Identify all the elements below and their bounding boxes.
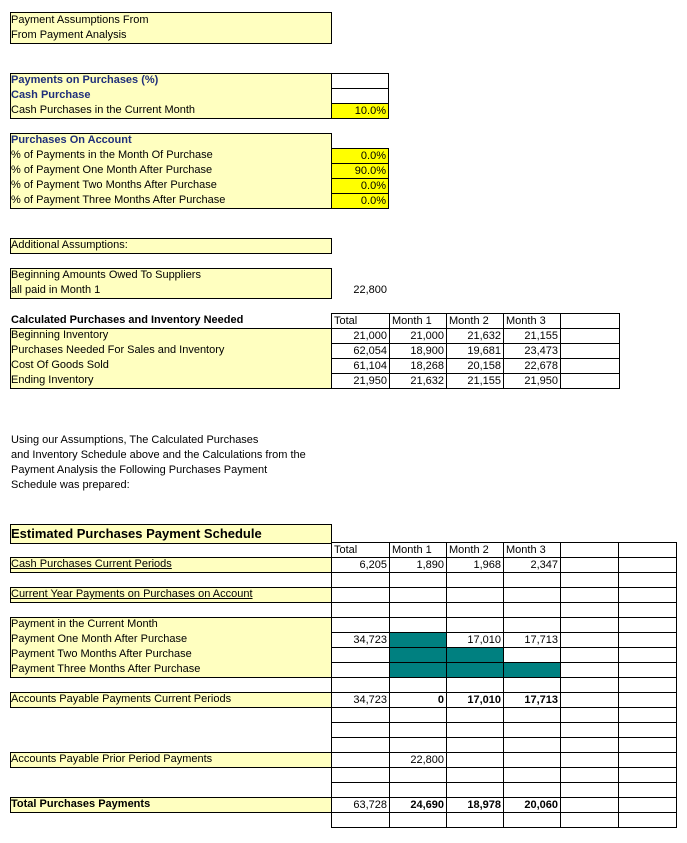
calc-cell: 21,000 <box>390 329 447 344</box>
empty-cell <box>561 708 619 723</box>
schedule-cell: 17,713 <box>504 633 561 648</box>
empty-cell <box>332 768 390 783</box>
empty-cell <box>561 648 619 663</box>
account-percent-table <box>331 148 389 209</box>
shaded-cell <box>447 663 504 678</box>
schedule-cell: 20,060 <box>504 798 561 813</box>
empty-cell <box>561 693 619 708</box>
schedule-cell: 0 <box>390 693 447 708</box>
schedule-pay-three-label: Payment Three Months After Purchase <box>11 663 201 675</box>
table-row <box>332 798 677 813</box>
note-line: Schedule was prepared: <box>11 479 130 491</box>
empty-cell <box>332 618 390 633</box>
empty-cell <box>390 723 447 738</box>
empty-cell <box>504 588 561 603</box>
cash-percent-table <box>331 73 389 119</box>
account-heading: Purchases On Account <box>11 134 132 146</box>
table-row <box>332 753 677 768</box>
schedule-cell: 24,690 <box>390 798 447 813</box>
schedule-cell: 63,728 <box>332 798 390 813</box>
empty-cell <box>561 588 619 603</box>
calc-header-cell: Month 1 <box>390 314 447 329</box>
empty-cell <box>390 768 447 783</box>
calc-cell: 18,900 <box>390 344 447 359</box>
shaded-cell <box>390 633 447 648</box>
note-line: Payment Analysis the Following Purchases Payment <box>11 464 268 476</box>
table-row <box>332 768 677 783</box>
schedule-header-cell: Month 1 <box>390 543 447 558</box>
empty-cell <box>619 753 677 768</box>
shaded-cell <box>504 663 561 678</box>
table-row <box>332 558 677 573</box>
empty-cell <box>561 753 619 768</box>
calc-cell: 21,155 <box>447 374 504 389</box>
account-row-label: % of Payment One Month After Purchase <box>11 164 213 176</box>
additional-label: Additional Assumptions: <box>11 239 128 251</box>
empty-cell <box>619 708 677 723</box>
calc-title: Calculated Purchases and Inventory Needed <box>11 314 244 326</box>
cash-purchase-label: Cash Purchases in the Current Month <box>11 104 196 116</box>
account-row-label: % of Payment Three Months After Purchase <box>11 194 226 206</box>
calc-header-cell: Month 2 <box>447 314 504 329</box>
account-percent-cell[interactable]: 0.0% <box>332 179 389 194</box>
empty-cell <box>504 723 561 738</box>
header-line-1: Payment Assumptions From <box>11 14 149 26</box>
empty-cell <box>619 648 677 663</box>
schedule-header-cell: Month 2 <box>447 543 504 558</box>
empty-cell <box>619 573 677 588</box>
empty-cell <box>332 723 390 738</box>
empty-cell <box>332 708 390 723</box>
empty-cell <box>447 618 504 633</box>
schedule-cell: 17,010 <box>447 693 504 708</box>
empty-cell <box>561 783 619 798</box>
table-row <box>332 603 677 618</box>
empty-cell <box>561 738 619 753</box>
calc-row-label: Ending Inventory <box>11 374 94 386</box>
empty-cell <box>332 753 390 768</box>
empty-cell <box>332 573 390 588</box>
empty-cell <box>447 723 504 738</box>
table-row <box>332 374 620 389</box>
schedule-cell: 22,800 <box>390 753 447 768</box>
schedule-cell: 6,205 <box>332 558 390 573</box>
empty-cell <box>332 588 390 603</box>
schedule-cell: 2,347 <box>504 558 561 573</box>
empty-cell <box>332 663 390 678</box>
beginning-value: 22,800 <box>353 284 387 296</box>
calc-cell: 21,632 <box>390 374 447 389</box>
schedule-header-cell: Total <box>332 543 390 558</box>
table-row <box>332 708 677 723</box>
empty-cell <box>332 738 390 753</box>
account-percent-cell[interactable]: 0.0% <box>332 149 389 164</box>
calc-cell: 21,155 <box>504 329 561 344</box>
empty-cell <box>332 678 390 693</box>
account-row-label: % of Payment Two Months After Purchase <box>11 179 217 191</box>
calc-cell: 21,950 <box>504 374 561 389</box>
calc-cell: 23,473 <box>504 344 561 359</box>
schedule-cell: 34,723 <box>332 693 390 708</box>
empty-cell <box>390 783 447 798</box>
table-row <box>332 738 677 753</box>
empty-cell <box>447 603 504 618</box>
table-row <box>332 359 620 374</box>
empty-cell <box>332 648 390 663</box>
empty-cell <box>390 678 447 693</box>
table-row <box>332 573 677 588</box>
schedule-cell: 17,713 <box>504 693 561 708</box>
empty-cell <box>619 798 677 813</box>
empty-cell <box>619 783 677 798</box>
calc-table <box>331 313 620 389</box>
empty-cell <box>390 738 447 753</box>
schedule-pay-two-label: Payment Two Months After Purchase <box>11 648 192 660</box>
empty-cell <box>332 603 390 618</box>
empty-cell <box>561 618 619 633</box>
table-row <box>332 543 677 558</box>
calc-empty-cell <box>561 374 620 389</box>
empty-cell <box>561 543 619 558</box>
schedule-ap-current-label: Accounts Payable Payments Current Periods <box>11 693 232 705</box>
cash-purchase-heading: Cash Purchase <box>11 89 91 101</box>
table-row <box>332 618 677 633</box>
empty-cell <box>619 588 677 603</box>
empty-cell <box>619 633 677 648</box>
beginning-line-2: all paid in Month 1 <box>11 284 101 296</box>
empty-cell <box>447 708 504 723</box>
empty-cell <box>504 678 561 693</box>
empty-cell <box>390 573 447 588</box>
empty-cell <box>390 708 447 723</box>
empty-cell <box>619 618 677 633</box>
header-line-2: From Payment Analysis <box>11 29 127 41</box>
table-row <box>332 329 620 344</box>
schedule-total-label: Total Purchases Payments <box>11 798 151 810</box>
schedule-cell: 34,723 <box>332 633 390 648</box>
schedule-cell: 1,968 <box>447 558 504 573</box>
empty-cell <box>561 768 619 783</box>
empty-cell <box>504 813 561 828</box>
table-row <box>332 633 677 648</box>
calc-cell: 21,950 <box>332 374 390 389</box>
table-row <box>332 693 677 708</box>
schedule-pay-one-label: Payment One Month After Purchase <box>11 633 188 645</box>
empty-cell <box>561 723 619 738</box>
empty-cell <box>447 678 504 693</box>
shaded-cell <box>390 663 447 678</box>
shaded-cell <box>390 648 447 663</box>
empty-cell <box>619 663 677 678</box>
empty-cell <box>561 573 619 588</box>
empty-cell <box>504 603 561 618</box>
empty-cell <box>390 588 447 603</box>
empty-cell <box>619 558 677 573</box>
schedule-cell: 17,010 <box>447 633 504 648</box>
calc-cell: 20,158 <box>447 359 504 374</box>
cash-percent-cell[interactable]: 10.0% <box>332 104 389 119</box>
calc-empty-cell <box>561 314 620 329</box>
calc-row-label: Beginning Inventory <box>11 329 109 341</box>
schedule-ap-prior-label: Accounts Payable Prior Period Payments <box>11 753 213 765</box>
cash-blank-1 <box>332 74 389 89</box>
empty-cell <box>447 588 504 603</box>
table-row <box>332 648 677 663</box>
table-row <box>332 813 677 828</box>
calc-cell: 61,104 <box>332 359 390 374</box>
empty-cell <box>619 768 677 783</box>
empty-cell <box>619 693 677 708</box>
empty-cell <box>561 813 619 828</box>
calc-cell: 18,268 <box>390 359 447 374</box>
empty-cell <box>332 783 390 798</box>
account-row-label: % of Payments in the Month Of Purchase <box>11 149 213 161</box>
schedule-pay-current-label: Payment in the Current Month <box>11 618 158 630</box>
account-percent-cell[interactable]: 90.0% <box>332 164 389 179</box>
cash-blank-2 <box>332 89 389 104</box>
table-row <box>332 723 677 738</box>
calc-row-label: Cost Of Goods Sold <box>11 359 109 371</box>
schedule-title: Estimated Purchases Payment Schedule <box>11 526 262 541</box>
empty-cell <box>561 603 619 618</box>
calc-cell: 21,632 <box>447 329 504 344</box>
empty-cell <box>561 633 619 648</box>
empty-cell <box>619 678 677 693</box>
calc-cell: 19,681 <box>447 344 504 359</box>
empty-cell <box>561 663 619 678</box>
schedule-header-cell: Month 3 <box>504 543 561 558</box>
beginning-line-1: Beginning Amounts Owed To Suppliers <box>11 269 201 281</box>
schedule-table <box>331 542 677 828</box>
empty-cell <box>561 678 619 693</box>
note-line: Using our Assumptions, The Calculated Purchases <box>11 434 259 446</box>
table-row <box>332 783 677 798</box>
empty-cell <box>504 753 561 768</box>
empty-cell <box>504 783 561 798</box>
schedule-cell: 1,890 <box>390 558 447 573</box>
empty-cell <box>504 768 561 783</box>
calc-cell: 21,000 <box>332 329 390 344</box>
empty-cell <box>619 738 677 753</box>
table-row <box>332 663 677 678</box>
table-row <box>332 588 677 603</box>
calc-cell: 62,054 <box>332 344 390 359</box>
calc-header-cell: Month 3 <box>504 314 561 329</box>
empty-cell <box>619 723 677 738</box>
empty-cell <box>504 738 561 753</box>
table-row <box>332 344 620 359</box>
account-percent-cell[interactable]: 0.0% <box>332 194 389 209</box>
empty-cell <box>447 753 504 768</box>
calc-empty-cell <box>561 359 620 374</box>
empty-cell <box>504 618 561 633</box>
calc-cell: 22,678 <box>504 359 561 374</box>
empty-cell <box>504 573 561 588</box>
empty-cell <box>447 813 504 828</box>
empty-cell <box>447 738 504 753</box>
payments-title: Payments on Purchases (%) <box>11 74 159 86</box>
empty-cell <box>447 783 504 798</box>
empty-cell <box>619 543 677 558</box>
note-line: and Inventory Schedule above and the Calculations from the <box>11 449 306 461</box>
calc-row-label: Purchases Needed For Sales and Inventory <box>11 344 225 356</box>
schedule-cell: 18,978 <box>447 798 504 813</box>
schedule-current-year-label: Current Year Payments on Purchases on Account <box>11 588 253 600</box>
empty-cell <box>561 558 619 573</box>
empty-cell <box>504 708 561 723</box>
empty-cell <box>619 603 677 618</box>
empty-cell <box>332 813 390 828</box>
calc-empty-cell <box>561 344 620 359</box>
empty-cell <box>619 813 677 828</box>
schedule-cash-label: Cash Purchases Current Periods <box>11 558 172 570</box>
empty-cell <box>390 618 447 633</box>
calc-empty-cell <box>561 329 620 344</box>
table-row <box>332 678 677 693</box>
empty-cell <box>390 603 447 618</box>
shaded-cell <box>447 648 504 663</box>
empty-cell <box>447 768 504 783</box>
empty-cell <box>447 573 504 588</box>
empty-cell <box>390 813 447 828</box>
note-paragraph <box>11 433 351 493</box>
calc-header-cell: Total <box>332 314 390 329</box>
empty-cell <box>504 648 561 663</box>
empty-cell <box>561 798 619 813</box>
